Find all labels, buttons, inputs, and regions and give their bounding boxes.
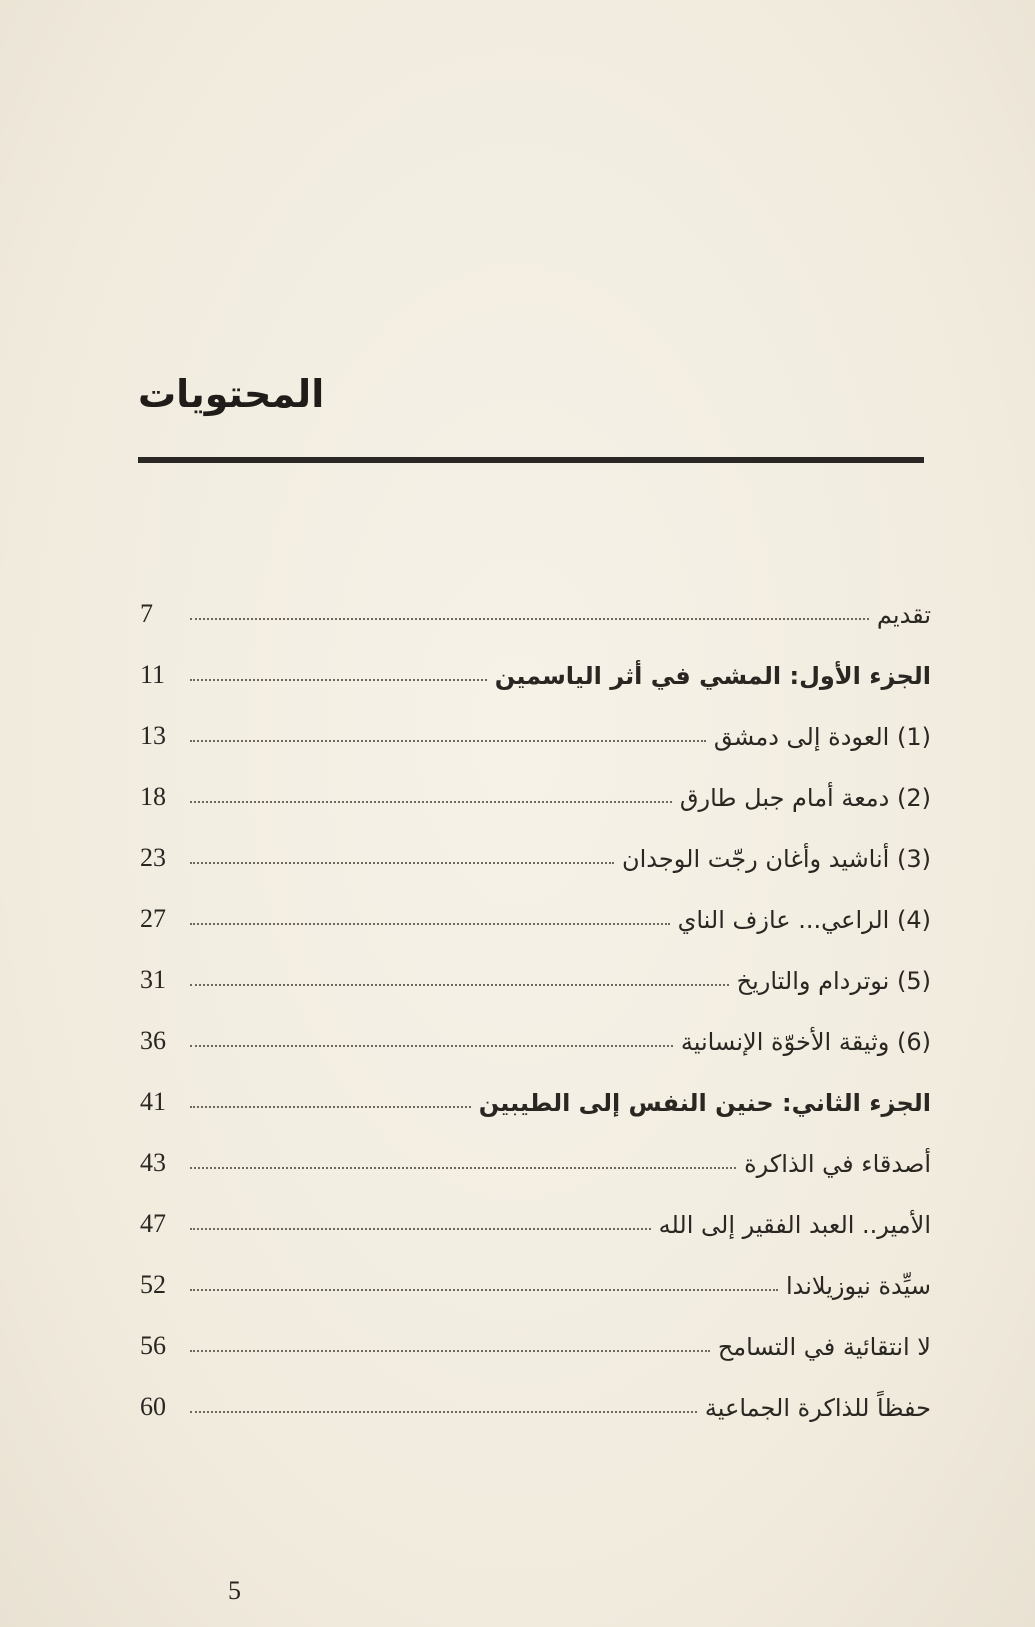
toc-entry-title: سيِّدة نيوزيلاندا xyxy=(785,1272,931,1300)
toc-entry xyxy=(140,1237,931,1298)
dot-leader xyxy=(190,1411,697,1413)
toc-entry-page: 27 xyxy=(140,904,166,933)
toc-entry-title: حفظاً للذاكرة الجماعية xyxy=(704,1394,931,1422)
toc-entry-title: (2) دمعة أمام جبل طارق xyxy=(679,784,931,812)
toc-entry-page: 36 xyxy=(140,1026,166,1055)
toc-entry-page: 43 xyxy=(140,1148,166,1177)
toc-entry-page: 23 xyxy=(140,843,166,872)
toc-part-heading xyxy=(140,1054,931,1115)
toc-entry-page: 41 xyxy=(140,1087,166,1116)
toc-entry xyxy=(140,932,931,993)
toc-entry xyxy=(140,1298,931,1359)
toc-entry-title: (6) وثيقة الأخوّة الإنسانية xyxy=(680,1028,931,1056)
page-title: المحتويات xyxy=(138,372,325,416)
toc-entry xyxy=(140,871,931,932)
dot-leader xyxy=(190,923,670,925)
toc-entry xyxy=(140,810,931,871)
toc-entry-title: (5) نوتردام والتاريخ xyxy=(736,967,931,995)
dot-leader xyxy=(190,1106,471,1108)
dot-leader xyxy=(190,1045,673,1047)
toc-entry-page: 18 xyxy=(140,782,166,811)
dot-leader xyxy=(190,1228,651,1230)
toc-entry-page: 56 xyxy=(140,1331,166,1360)
toc-entry-page: 7 xyxy=(140,599,153,628)
toc-entry-title: الأمير.. العبد الفقير إلى الله xyxy=(658,1211,931,1239)
page-number: 5 xyxy=(228,1576,241,1605)
toc-entry xyxy=(140,1359,931,1420)
dot-leader xyxy=(190,679,487,681)
toc-entry-page: 13 xyxy=(140,721,166,750)
toc-entry xyxy=(140,1176,931,1237)
toc-entry-page: 60 xyxy=(140,1392,166,1421)
toc-entry-title: الجزء الثاني: حنين النفس إلى الطيبين xyxy=(478,1089,931,1117)
toc-entry xyxy=(140,749,931,810)
toc-entry xyxy=(140,566,931,627)
toc-entry-title: (1) العودة إلى دمشق xyxy=(713,723,931,751)
toc-entry-title: تقديم xyxy=(876,601,931,629)
table-of-contents xyxy=(140,566,931,1420)
toc-entry-title: (3) أناشيد وأغان رجّت الوجدان xyxy=(622,845,931,873)
toc-entry-title: الجزء الأول: المشي في أثر الياسمين xyxy=(494,662,931,690)
dot-leader xyxy=(190,801,672,803)
dot-leader xyxy=(190,862,614,864)
dot-leader xyxy=(190,618,869,620)
toc-part-heading xyxy=(140,627,931,688)
toc-entry xyxy=(140,993,931,1054)
toc-entry-title: لا انتقائية في التسامح xyxy=(717,1333,931,1361)
dot-leader xyxy=(190,1167,736,1169)
title-divider xyxy=(138,457,924,463)
toc-entry xyxy=(140,1115,931,1176)
toc-entry-page: 31 xyxy=(140,965,166,994)
toc-entry-title: أصدقاء في الذاكرة xyxy=(744,1150,931,1178)
toc-entry-page: 11 xyxy=(140,660,166,689)
dot-leader xyxy=(190,1350,710,1352)
dot-leader xyxy=(190,984,729,986)
toc-entry-page: 47 xyxy=(140,1209,166,1238)
dot-leader xyxy=(190,740,706,742)
toc-entry-page: 52 xyxy=(140,1270,166,1299)
toc-entry-title: (4) الراعي... عازف الناي xyxy=(677,906,931,934)
toc-entry xyxy=(140,688,931,749)
dot-leader xyxy=(190,1289,778,1291)
